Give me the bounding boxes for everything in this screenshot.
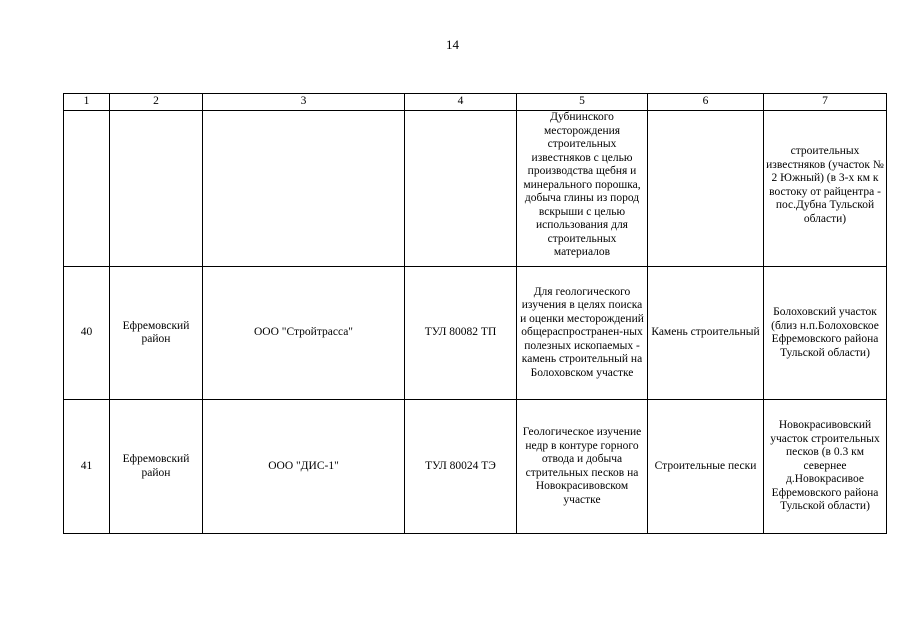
license-cell (405, 111, 517, 267)
company-cell: ООО "ДИС-1" (203, 400, 405, 534)
column-header: 4 (405, 94, 517, 111)
location-cell: Новокрасивовский участок строительных песков (в 0.3 км севернее д.Новокрасивое Ефремовского района Тульской области) (764, 400, 887, 534)
column-header: 5 (517, 94, 648, 111)
page-number: 14 (446, 37, 459, 52)
row-number-cell: 41 (64, 400, 110, 534)
row-number-cell: 40 (64, 267, 110, 400)
table-row (64, 267, 887, 400)
license-registry-table (63, 93, 887, 534)
column-header: 3 (203, 94, 405, 111)
license-cell: ТУЛ 80024 ТЭ (405, 400, 517, 534)
purpose-text: Дубнинского месторождения строительных известняков с целью производства щебня и минерального порошка, добыча глины из пород вскрыши с целью использования для строительных материалов (523, 111, 641, 259)
license-cell: ТУЛ 80082 ТП (405, 267, 517, 400)
location-text: строительных известняков (участок № 2 Южный) (в 3-х км к востоку от райцентра - пос.Дубна Тульской области) (766, 145, 884, 225)
purpose-cell (517, 111, 648, 267)
table-row (64, 111, 887, 267)
column-header: 1 (64, 94, 110, 111)
column-header: 2 (110, 94, 203, 111)
location-cell: Болоховский участок (близ н.п.Болоховское Ефремовского района Тульской области) (764, 267, 887, 400)
mineral-cell (648, 111, 764, 267)
location-cell (764, 111, 887, 267)
row-number-cell (64, 111, 110, 267)
header-row (64, 94, 887, 111)
purpose-cell: Для геологического изучения в целях поиска и оценки месторождений общераспространен-ных полезных ископаемых - камень строительный на Болоховском участке (517, 267, 648, 400)
district-cell: Ефремовский район (110, 400, 203, 534)
company-cell (203, 111, 405, 267)
purpose-cell: Геологическое изучение недр в контуре горного отвода и добыча стрительных песков на Новокрасивовском участке (517, 400, 648, 534)
mineral-cell: Строительные пески (648, 400, 764, 534)
company-cell: ООО "Стройтрасса" (203, 267, 405, 400)
mineral-cell: Камень строительный (648, 267, 764, 400)
table-row (64, 400, 887, 534)
district-cell (110, 111, 203, 267)
district-cell: Ефремовский район (110, 267, 203, 400)
column-header: 7 (764, 94, 887, 111)
column-header: 6 (648, 94, 764, 111)
